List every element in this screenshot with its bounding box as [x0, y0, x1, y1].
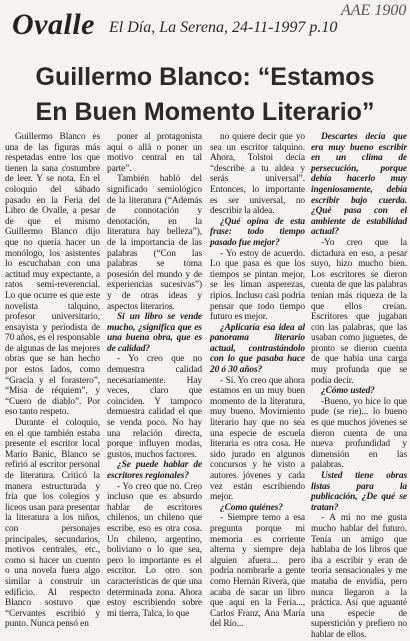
interview-question: Descartes decía que era muy bueno escribir en un clima de persecución, porque debía hacerlo muy ingeniosamente, debía escribir bajo cuerda. ¿Qué pasa con el ambiente de estabilidad actual?: [311, 132, 407, 238]
interview-question: ¿Se puede hablar de escritores regionales?: [107, 460, 202, 481]
interview-question: ¿Como quiénes?: [220, 502, 283, 513]
headline-line-1: Guillermo Blanco: “Estamos: [35, 63, 375, 91]
article-column-2: [107, 132, 202, 619]
article-paragraph: - Yo creo que no. Creo incluso que es absurdo hablar de escritores chilenos, un chileno que escribe, eso es otra cosa. Un chileno, argentino, boliviano o lo que sea, pero lo importante es el escritor. Lo otro son características de que una determinada zona. Ahora estoy escribiendo sobre mi tierra, Talca, lo que: [107, 481, 202, 619]
interview-question: Usted tiene obras listas para la publicación, ¿De qué se tratan?: [311, 471, 407, 513]
article-paragraph: no quiere decir que yo sea un escritor talquino. Ahora, Tolstoi decía “describe a tu aldea y serás universal”. Entonces, lo importante es ser universal, no describir la aldea.: [210, 132, 305, 217]
article-paragraph: Guillermo Blanco es una de las figuras más respetadas entre los que tienen la sana costumbre de leer. Y se nota. En el coloquio del sábado pasado en la Feria del Libro de Ovalle, a pesar de que el mismo Guillermo Blanco dijo que no quería hacer un monólogo, los asistentes lo escuchaban con una actitud muy expectante, a ratos semi-reverencial. Lo que ocurre es que este novelista talquino, profesor universitario, ensayista y periodista de 70 años, es el responsable de algunas de las mejores obras que se han hecho por estos lados, como “Gracia y el forastero”, “Misa de réquiem”, y “Cuero de diablo”. Por eso tanto respeto.: [5, 132, 100, 418]
article-paragraph: - Yo creo que no demuestra calidad necesariamente. Hay veces, claro que coinciden. Y tampoco demuestra calidad el que se venda poco. No hay una relación directa, porque influyen modas, gustos, muchos factores.: [107, 354, 202, 460]
interview-question: Si un libro se vende mucho, ¿significa que es una buena obra, que es de calidad?: [107, 312, 202, 354]
article-column-4: [311, 132, 407, 640]
article-paragraph: poner al protagonista aquí o allá o poner un motivo central en tal parte”.: [107, 132, 202, 174]
interview-question: ¿Qué opina de esta frase: todo tiempo pasado fue mejor?: [210, 216, 305, 248]
article-paragraph: - A mí no me gusta mucho hablar del futuro. Tenía un amigo que hablaba de los libros que iba a escribir y eran de teoría sensacionales y me mataba de envidia, pero nunca llegaron a la práctica. Así que aguanté una especie de superstición y prefiero no hablar de ellos.: [311, 513, 407, 640]
interview-question: ¿Cómo usted?: [321, 386, 375, 397]
masthead: [4, 0, 407, 41]
article-column-3: [210, 132, 305, 630]
article-paragraph: - Siempre temo a esa pregunta porque mi memoria es corriente alterna y siempre deja alguien afuera... pero podría nombrarle a gente como Hernán Rivera, que acaba de sacar un libro que aquí en la Feria..., Carlos Franz, Ana María del Río...: [210, 513, 305, 630]
article-headline: [0, 60, 410, 130]
article-paragraph: -Bueno, yo hice lo que pude (se ríe)... lo bueno es que muchos jóvenes se dieron cuenta de una nueva profundidad y dimensión en las palabras.: [311, 396, 407, 471]
article-column-1: [5, 132, 100, 630]
article-paragraph: - Yo estoy de acuerdo. Lo que pasa es que los tiempos se pintan mejor, se les liman asperezas, ripios. Incluso casi podría pensar que todo tiempo futuro es mejor.: [210, 248, 305, 323]
article-paragraph: Durante el coloquio, en el que también estaba presente el escritor local Mario Banic, Blanco se refirió al escritor personal de literatura. Criticó la manera estructurada y fría que los colegios y liceos usan para presentar la literatura a los niños, con personajes principales, secundarios, motivos centrales, etc., como si hacer un cuento o una novela fuera algo similar a construir un edificio. Al respecto Blanco sostuvo que “Cervantes escribió y punto. Nunca pensó en: [5, 418, 100, 630]
headline-line-2: En Buen Momento Literario”: [35, 98, 375, 126]
article-paragraph: - Sí. Yo creo que ahora estamos en un muy buen momento de la literatura, muy bueno. Movimiento literario hay que no sea una especie de escuela literaria es otra cosa. He sido jurado en algunos concursos y he visto a autores jóvenes y cada vez están escribiendo mejor.: [210, 375, 305, 503]
interview-question: ¿Aplicaría esa idea al panorama literario actual, contrastándolo con lo que pasaba hace 20 ó 30 años?: [210, 322, 305, 376]
article-paragraph: -Yo creo que la dictadura en eso, a pesar suyo, hizo mucho bien. Los escritores se dieron cuenta de que las palabras tenían más riqueza de la que ellos creían. Escritores que jugaban con las palabras, que las usaban como juguetes, de pronto se dieron cuenta de que había una carga muy profunda que se podía decir.: [311, 237, 407, 386]
article-paragraph: También habló del significado semiológico de la literatura (“Además de connotación y denotación, en la literatura hay belleza”), de la importancia de las palabras (“Con las palabras se toma posesión del mundo y de experiencias sucesivas”) y de otras ideas y aspectos literarios.: [107, 174, 202, 312]
handwritten-source-note: El Día, La Serena, 24-11-1997 p.10: [109, 19, 338, 36]
publication-name: Ovalle: [12, 8, 95, 41]
archive-stamp: AAE 1900: [341, 2, 407, 19]
